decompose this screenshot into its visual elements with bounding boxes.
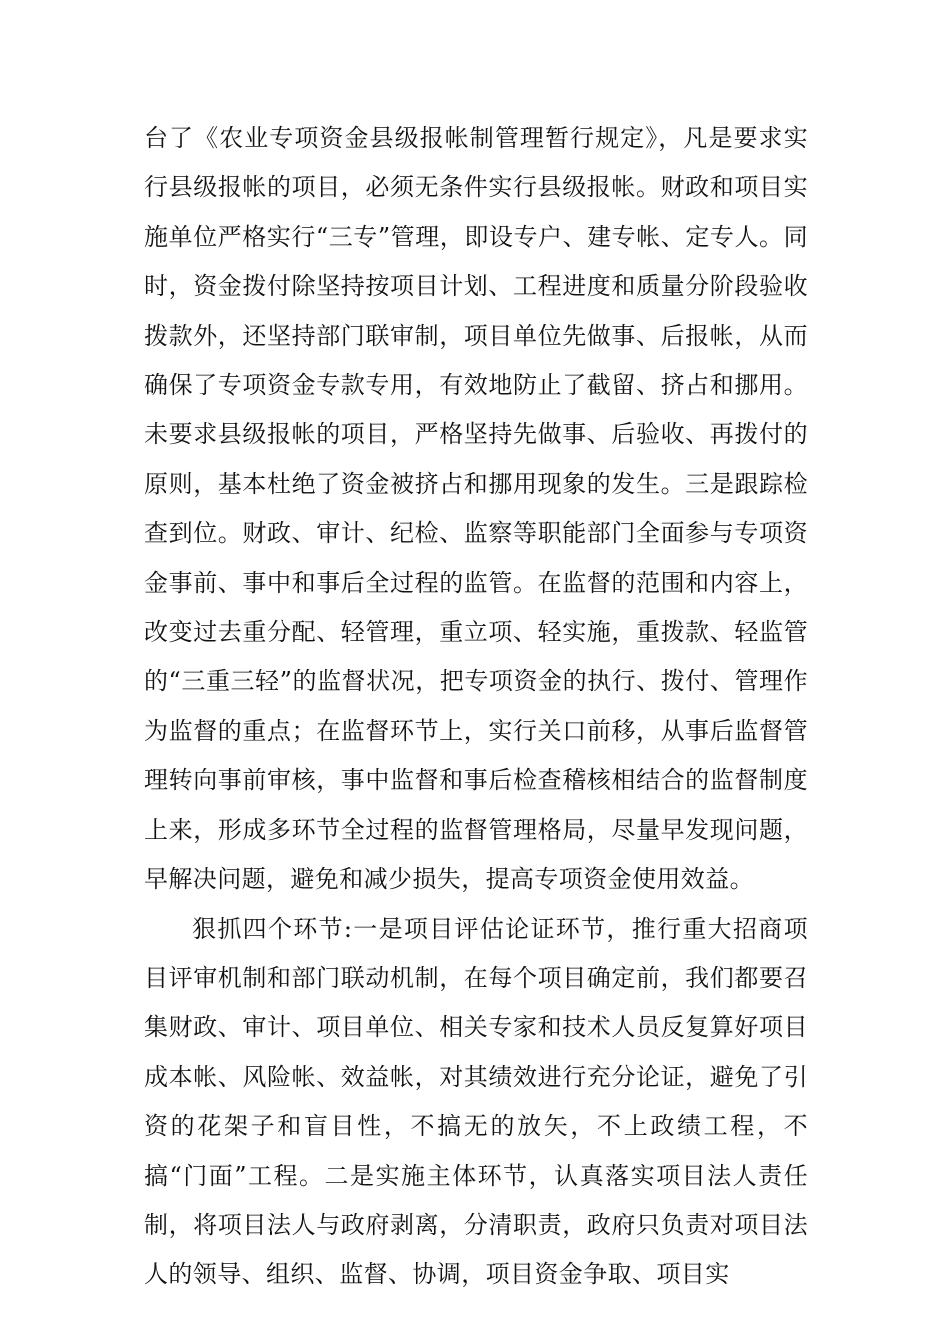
paragraph-four-links: 狠抓四个环节:一是项目评估论证环节，推行重大招商项目评审机制和部门联动机制，在每个项目确定前，我们都要召集财政、审计、项目单位、相关专家和技术人员反复算好项目成本帐、风险帐、效益帐，对其绩效进行充分论证，避免了引资的花架子和盲目性，不搞无的放矢，不上政绩工程，不搞“门面”工程。二是实施主体环节，认真落实项目法人责任制，将项目法人与政府剥离，分清职责，政府只负责对项目法人的领导、组织、监督、协调，项目资金争取、项目实 [144,914,808,1289]
paragraph-continuation: 台了《农业专项资金县级报帐制管理暂行规定》，凡是要求实行县级报帐的项目，必须无条件实行县级报帐。财政和项目实施单位严格实行“三专”管理，即设专户、建专帐、定专人。同时，资金拨付除坚持按项目计划、工程进度和质量分阶段验收拨款外，还坚持部门联审制，项目单位先做事、后报帐，从而确保了专项资金专款专用，有效地防止了截留、挤占和挪用。未要求县级报帐的项目，严格坚持先做事、后验收、再拨付的原则，基本杜绝了资金被挤占和挪用现象的发生。三是跟踪检查到位。财政、审计、纪检、监察等职能部门全面参与专项资金事前、事中和事后全过程的监管。在监督的范围和内容上，改变过去重分配、轻管理，重立项、轻实施，重拨款、轻监管的“三重三轻”的监督状况，把专项资金的执行、拨付、管理作为监督的重点；在监督环节上，实行关口前移，从事后监督管理转向事前审核，事中监督和事后检查稽核相结合的监督制度上来，形成多环节全过程的监督管理格局，尽量早发现问题，早解决问题，避免和减少损失，提高专项资金使用效益。 [144,124,808,894]
document-body [144,114,808,1300]
